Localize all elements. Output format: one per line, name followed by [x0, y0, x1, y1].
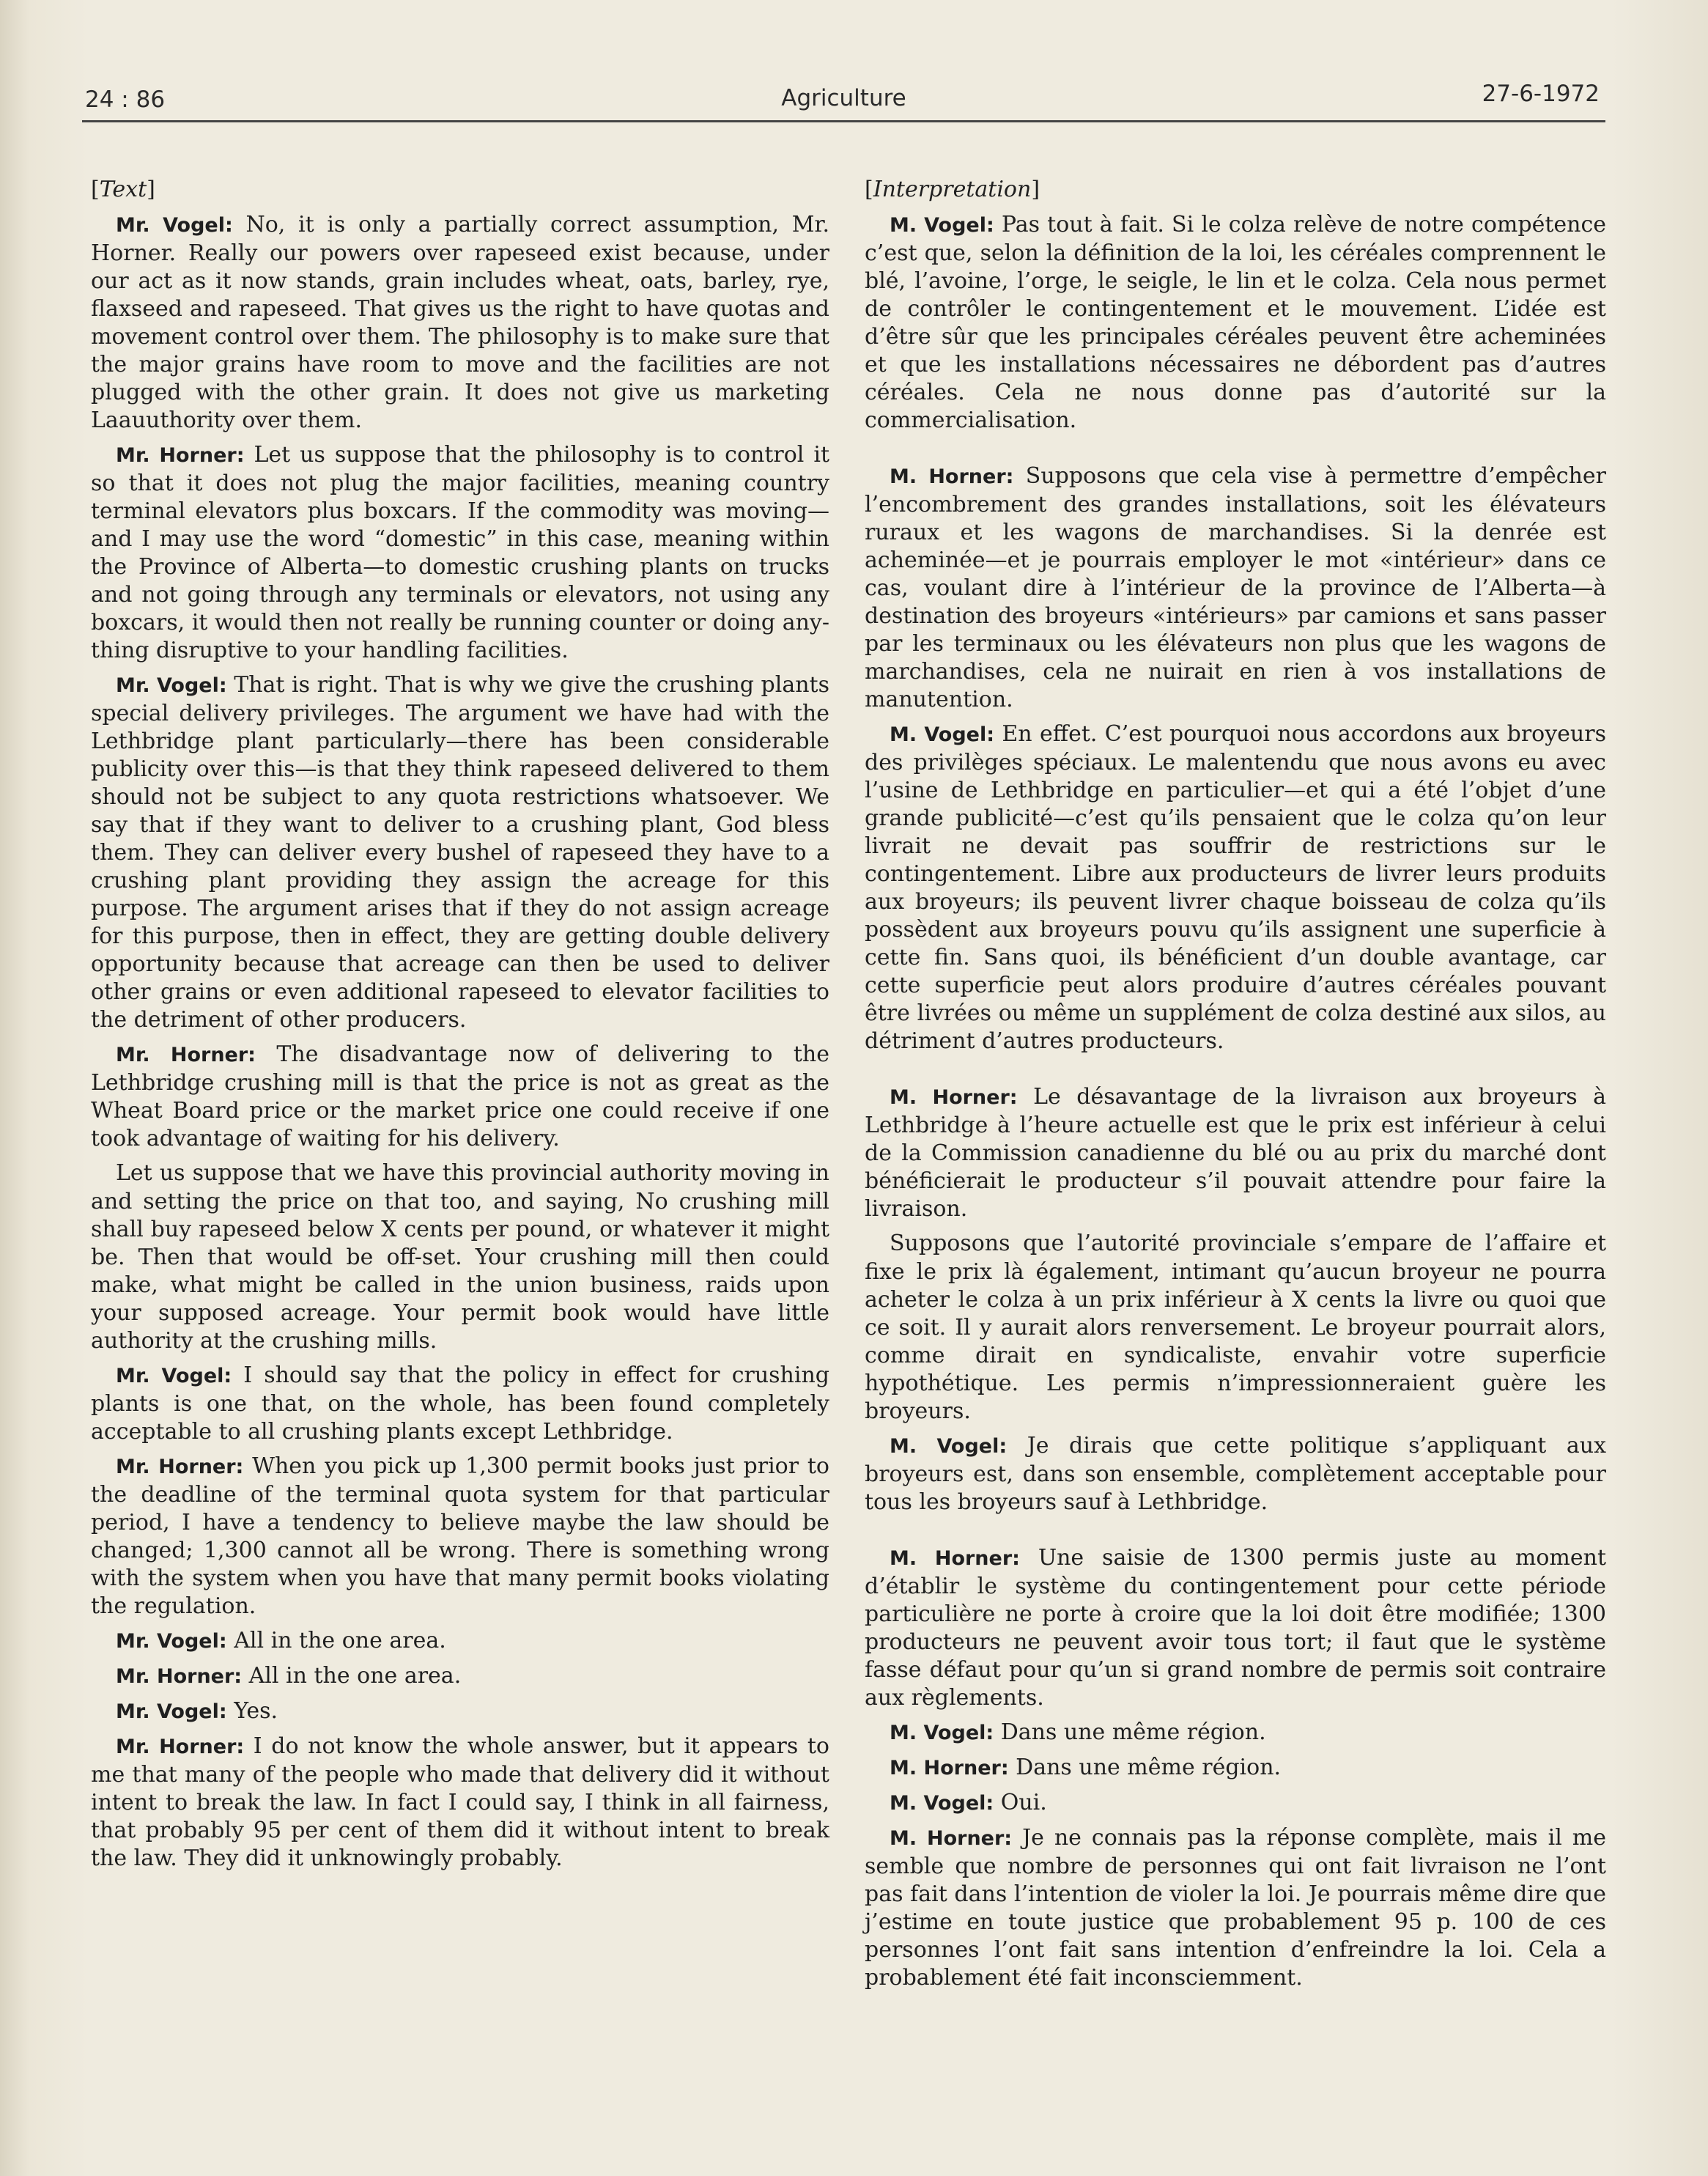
paragraph: M. Horner: Le désavantage de la livraison aux broyeurs à Lethbridge à l’heure actuelle est que le prix est inférieur à celui de la Commission canadienne du blé ou au prix du marché dont bénéficierait le producteur s’il pouvait attendre pour faire la livraison. [865, 1084, 1607, 1222]
paragraph: Mr. Vogel: That is right. That is why we give the crushing plants special delivery privileges. The argument we have had with the Lethbridge plant particularly—there has been considerable publicity over this—is that they think rapeseed delivered to them should not be subject to any quota restrictions whatsoever. We say that if they want to deliver to a crushing plant, God bless them. They can deliver every bushel of rapeseed they have to a crushing plant providing they assign the acreage for this purpose. The argument arises that if they do not assign acreage for this purpose, then in effect, they are getting double delivery opportunity because that acreage can then be used to deliver other grains or even additional rapeseed to elevator facilities to the detriment of other producers. [91, 672, 830, 1033]
column-tag: [Text] [91, 177, 155, 202]
speaker: M. Vogel: [890, 1435, 1008, 1458]
paragraph: M. Horner: Supposons que cela vise à permettre d’empêcher l’encombrement des grandes installations, soit les élévateurs ruraux et les wagons de marchandises. Si la denrée est acheminée—et je pourrais employer le mot «intérieur» dans ce cas, voulant dire à l’intérieur de la province de l’Alberta—à destination des broyeurs «intérieurs» par camions et sans passer par les terminaux ou les élévateurs non plus que les wagons de marchandises, cela ne nuirait en rien à vos installations de manutention. [865, 463, 1606, 712]
paragraph: M. Horner: Une saisie de 1300 permis juste au moment d’établir le système du contingentement pour cette période particulière ne porte à croire que la loi doit être modifiée; 1300 producteurs ne peuvent avoir tous tort; il faut que le système fasse défaut pour qu’un si grand nombre de permis soit contraire aux règlements. [865, 1545, 1606, 1711]
paragraph: M. Horner: Dans une même région. [890, 1755, 1282, 1780]
speaker: M. Horner: [890, 1827, 1013, 1850]
paragraph: Mr. Vogel: No, it is only a partially correct assumption, Mr. Horner. Really our powers over rapeseed exist because, under our act as it now stands, grain includes wheat, oats, barley, rye, flaxseed and rapeseed. That gives us the right to have quotas and movement control over them. The philosophy is to make sure that the major grains have room to move and the facilities are not plugged with the other grain. It does not give us marketing Laauuthority over them. [91, 212, 829, 433]
paragraph: Mr. Vogel: Yes. [116, 1698, 278, 1724]
speaker: Mr. Horner: [116, 1736, 245, 1758]
page-number: 24 : 86 [85, 86, 166, 113]
speaker: M. Vogel: [890, 214, 994, 237]
paragraph: Mr. Vogel: All in the one area. [116, 1628, 446, 1653]
speaker: Mr. Vogel: [116, 1365, 232, 1387]
paragraph: M. Vogel: En effet. C’est pourquoi nous accordons aux broyeurs des privilèges spéciaux. Le malentendu que nous avons eu avec l’usine de Lethbridge en particulier—et qui a été l’objet d’une grande publicité—c’est qu’ils pensaient que le colza qu’on leur livrait ne devait pas souffrir de restrictions sur le contingentement. Libre aux producteurs de livrer leurs produits aux broyeurs; ils peuvent livrer chaque boisseau de colza qu’ils possèdent aux broyeurs pouvu qu’ils assignent une superficie à cette fin. Sans quoi, ils bénéficient d’un double avantage, car cette superficie peut alors produire d’autres céréales pouvant être livrées ou même un supplément de colza destiné aux silos, au détriment d’autres producteurs. [865, 721, 1606, 1054]
speaker: Mr. Vogel: [116, 214, 233, 237]
running-title: Agriculture [781, 85, 906, 111]
english-column [91, 176, 829, 1879]
paragraph: M. Vogel: Dans une même région. [890, 1719, 1266, 1745]
speaker: M. Vogel: [890, 1722, 994, 1744]
speaker: Mr. Horner: [116, 1665, 243, 1688]
paragraph: Mr. Horner: All in the one area. [116, 1663, 462, 1689]
speaker: M. Horner: [890, 1086, 1018, 1109]
paragraph: Mr. Horner: Let us suppose that the philosophy is to control it so that it does not plug the major facilities, meaning country terminal elevators plus boxcars. If the commodity was moving—and I may use the word “domestic” in this case, meaning within the Province of Alberta—to domestic crushing plants on trucks and not going through any terminals or elevators, not using any boxcars, it would then not really be running counter or doing anything disruptive to your handling facilities. [91, 442, 830, 663]
speaker: Mr. Horner: [116, 1044, 256, 1066]
page-date: 27-6-1972 [1482, 81, 1600, 107]
paragraph: M. Vogel: Oui. [890, 1790, 1047, 1815]
speaker: M. Horner: [890, 465, 1014, 488]
paragraph: Mr. Horner: I do not know the whole answer, but it appears to me that many of the people who made that delivery did it without intent to break the law. In fact I could say, I think in all fairness, that probably 95 per cent of them did it without intent to break the law. They did it unknowingly probably. [91, 1733, 829, 1871]
paragraph: M. Vogel: Pas tout à fait. Si le colza relève de notre compétence c’est que, selon la définition de la loi, les céréales comprennent le blé, l’avoine, l’orge, le seigle, le lin et le colza. Cela nous permet de contrôler le contingentement et le mouvement. L’idée est d’être sûr que les principales céréales peuvent être acheminées et que les installations nécessaires ne débordent pas d’autres céréales. Cela ne nous donne pas d’autorité sur la commercialisation. [865, 212, 1607, 433]
paragraph: M. Vogel: Je dirais que cette politique s’appliquant aux broyeurs est, dans son ensemble, complètement acceptable pour tous les broyeurs sauf à Lethbridge. [865, 1433, 1606, 1515]
paragraph: Mr. Horner: The disadvantage now of delivering to the Lethbridge crushing mill is that the price is not as great as the Wheat Board price or the market price one could receive if one took advantage of waiting for his delivery. [91, 1041, 829, 1151]
speaker: Mr. Vogel: [116, 674, 227, 697]
french-column [865, 176, 1606, 1999]
paragraph: Let us suppose that we have this provincial authority moving in and setting the price on that too, and saying, No crushing mill shall buy rapeseed below X cents per pound, or whatever it might be. Then that would be off-set. Your crushing mill then could make, what might be called in the union business, raids upon your supposed acreage. Your permit book would have little authority at the crushing mills. [91, 1160, 829, 1354]
speaker: M. Horner: [890, 1547, 1020, 1570]
paragraph: Mr. Vogel: I should say that the policy in effect for crushing plants is one that, on the whole, has been found completely acceptable to all crushing plants except Lethbridge. [91, 1362, 829, 1445]
speaker: M. Horner: [890, 1757, 1009, 1779]
page-header [82, 79, 1605, 122]
paragraph: M. Horner: Je ne connais pas la réponse complète, mais il me semble que nombre de personnes qui ont fait livraison ne l’ont pas fait dans l’intention de violer la loi. Je pourrais même dire que j’estime en toute justice que probablement 95 p. 100 de ces personnes l’ont fait sans intention d’enfreindre la loi. Cela a probablement été fait inconsciemment. [865, 1825, 1606, 1991]
speaker: M. Vogel: [890, 1792, 994, 1815]
speaker: Mr. Horner: [116, 444, 245, 467]
speaker: Mr. Vogel: [116, 1700, 227, 1723]
column-tag: [Interpretation] [865, 177, 1040, 202]
paragraph: Supposons que l’autorité provinciale s’empare de l’affaire et fixe le prix là également, intimant qu’aucun broyeur ne pourra acheter le colza à un prix inférieur à X cents la livre ou quoi que ce soit. Il y aurait alors renversement. Le broyeur pourrait alors, comme dirait en syndicaliste, envahir votre superficie hypothétique. Les permis n’impressionneraient guère les broyeurs. [865, 1231, 1606, 1424]
speaker: Mr. Vogel: [116, 1630, 227, 1653]
speaker: M. Vogel: [890, 723, 995, 746]
paragraph: Mr. Horner: When you pick up 1,300 permit books just prior to the deadline of the terminal quota system for that particular period, I have a tendency to believe maybe the law should be changed; 1,300 cannot all be wrong. There is something wrong with the system when you have that many permit books violating the regulation. [91, 1453, 829, 1619]
speaker: Mr. Horner: [116, 1456, 244, 1478]
